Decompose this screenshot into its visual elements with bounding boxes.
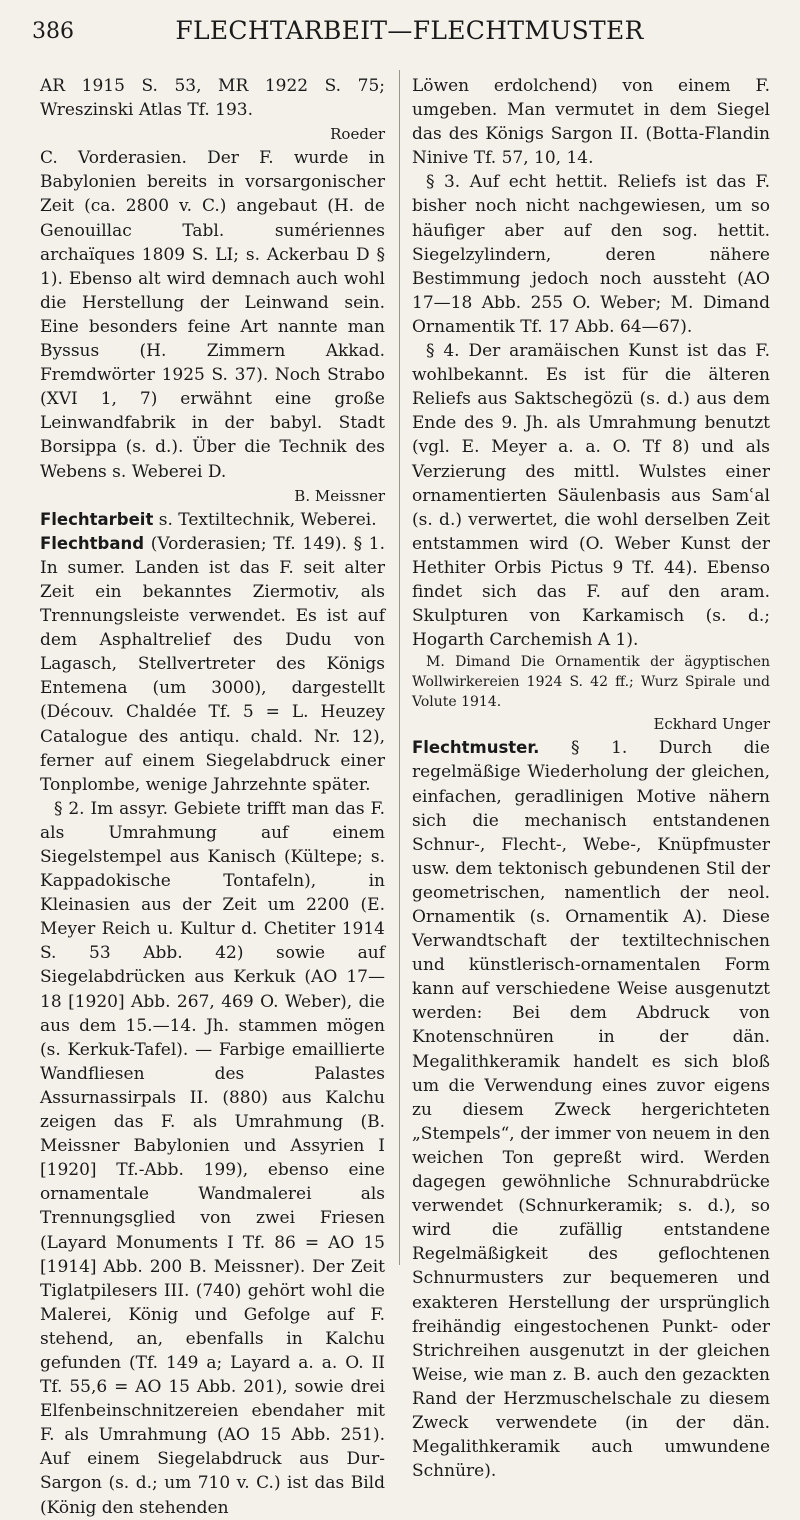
paragraph: § 3. Auf echt hettit. Reliefs ist das F. bisher noch nicht nachgewiesen, um so häufiger aber auf den sog. hettit. Siegelzylindern, deren nähere Bestimmung jedoch noch aussteht (AO 17—18 Abb. 255 O. Weber; M. Dimand Ornamentik Tf. 17 Abb. 64—67). xyxy=(412,172,770,337)
paragraph: Löwen erdolchend) von einem F. umgeben. Man vermutet in dem Siegel das des Königs Sargon II. (Botta-Flandin Ninive Tf. 57, 10, 14. xyxy=(412,76,770,169)
author-signature: Eckhard Unger xyxy=(653,715,770,734)
entry-text: § 1. Durch die regelmäßige Wiederholung der gleichen, einfachen, geradlinigen Motive nähern sich die mechanisch entstandenen Schnur-, Flecht-, Webe-, Knüpfmuster usw. dem tektonisch gebundenen Stil der geometrischen, namentlich der neol. Ornamentik (s. Ornamentik A). Diese Verwandtschaft der textiltechnischen und künstlerisch-ornamentalen Form kann auf verschiedene Weise ausgenutzt werden: Bei dem Abdruck von Knotenschnüren in der dän. Megalithkeramik handelt es sich bloß um die Verwendung eines zuvor eigens zu diesem Zweck hergerichteten „Stempels“, der immer von neuem in den weichen Ton gepreßt wird. Werden dagegen gewöhnliche Schnurabdrücke verwendet (Schnurkeramik; s. d.), so wird die zufällig entstandene Regelmäßigkeit des geflochtenen Schnurmusters zur bequemeren und exakteren Herstellung der ursprünglich freihändig eingestochenen Punkt- oder Strichreihen ausgenutzt in der gleichen Weise, wie man z. B. auch den gezackten Rand der Herzmuschelschale zu diesem Zweck verwendete (in der dän. Megalithkeramik auch umwundene Schnüre). xyxy=(412,738,770,1482)
reference-entry: AR 1915 S. 53, MR 1922 S. 75; Wreszinski Atlas Tf. 193. xyxy=(40,76,385,121)
entry-text: s. Textiltechnik, Weberei. xyxy=(158,509,377,530)
entry-heading: Flechtband xyxy=(40,533,145,553)
author-signature: Roeder xyxy=(330,125,385,144)
entry-text: (Vorderasien; Tf. 149). § 1. In sumer. Landen ist das F. seit alter Zeit ein bekanntes Ziermotiv, als Trennungsleiste verwendet. Es ist auf dem Asphaltrelief des Dudu von Lagasch, Stellvertreter des Königs Entemena (um 3000), dargestellt (Découv. Chaldée Tf. 5 = L. Heuzey Catalogue des antiqu. chald. Nr. 12), ferner auf einem Siegelabdruck einer Tonplombe, wenige Jahrzehnte später. xyxy=(40,533,385,795)
entry-heading: Flechtmuster. xyxy=(412,738,540,758)
paragraph: § 2. Im assyr. Gebiete trifft man das F. als Umrahmung auf einem Siegelstempel aus Kanisch (Kültepe; s. Kappadokische Tontafeln), in Kleinasien aus der Zeit um 2200 (E. Meyer Reich u. Kultur d. Chetiter 1914 S. 53 Abb. 42) sowie auf Siegelabdrücken aus Kerkuk (AO 17—18 [1920] Abb. 267, 469 O. Weber), die aus dem 15.—14. Jh. stammen mögen (s. Kerkuk-Tafel). — Farbige emaillierte Wandfliesen des Palastes Assurnassirpals II. (880) aus Kalchu zeigen das F. als Umrahmung (B. Meissner Babylonien und Assyrien I [1920] Tf.-Abb. 199), ebenso eine ornamentale Wandmalerei als Trennungsglied von zwei Friesen (Layard Monuments I Tf. 86 = AO 15 [1914] Abb. 200 B. Meissner). Der Zeit Tiglatpilesers III. (740) gehört wohl die Malerei, König und Gefolge auf F. stehend, an, ebenfalls in Kalchu gefunden (Tf. 149 a; Layard a. a. O. II Tf. 55,6 = AO 15 Abb. 201), sowie drei Elfenbeinschnitzereien ebendaher mit F. als Umrahmung (AO 15 Abb. 251). Auf einem Siegelabdruck aus Dur-Sargon (s. d.; um 710 v. C.) ist das Bild (König den stehenden xyxy=(40,798,385,1518)
bibliography-note: M. Dimand Die Ornamentik der ägyptischen Wollwirkereien 1924 S. 42 ff.; Wurz Spirale und Volute 1914. xyxy=(412,654,770,711)
page-header xyxy=(32,16,787,52)
running-title: FLECHTARBEIT—FLECHTMUSTER xyxy=(175,16,644,45)
column-divider xyxy=(399,70,400,1265)
paragraph: § 4. Der aramäischen Kunst ist das F. wohlbekannt. Es ist für die älteren Reliefs aus Saktschegözü (s. d.) aus dem Ende des 9. Jh. als Umrahmung benutzt (vgl. E. Meyer a. a. O. Tf 8) und als Verzierung des mittl. Wulstes einer ornamentierten Säulenbasis aus Samʿal (s. d.) verwertet, die wohl derselben Zeit entstammen wird (O. Weber Kunst der Hethiter Orbis Pictus 9 Tf. 44). Ebenso findet sich das F. auf den aram. Skulpturen von Karkamisch (s. d.; Hogarth Carchemish A 1). xyxy=(412,341,770,651)
entry-flechtmuster xyxy=(412,736,770,1483)
entry-flechtband xyxy=(40,532,385,797)
author-signature: B. Meissner xyxy=(294,486,385,505)
page-number: 386 xyxy=(32,19,74,44)
entry-flechtarbeit xyxy=(40,508,385,532)
left-column xyxy=(40,74,385,1520)
section-vorderasien: C. Vorderasien. Der F. wurde in Babylonien bereits in vorsargonischer Zeit (ca. 2800 v. C.) angebaut (H. de Genouillac Tabl. sumériennes archaïques 1809 S. LI; s. Ackerbau D § 1). Ebenso alt wird demnach auch wohl die Herstellung der Leinwand sein. Eine besonders feine Art nannte man Byssus (H. Zimmern Akkad. Fremdwörter 1925 S. 37). Noch Strabo (XVI 1, 7) erwähnt eine große Leinwandfabrik in der babyl. Stadt Borsippa (s. d.). Über die Technik des Webens s. Weberei D. xyxy=(40,148,385,482)
entry-heading: Flechtarbeit xyxy=(40,509,154,529)
right-column xyxy=(412,74,770,1483)
